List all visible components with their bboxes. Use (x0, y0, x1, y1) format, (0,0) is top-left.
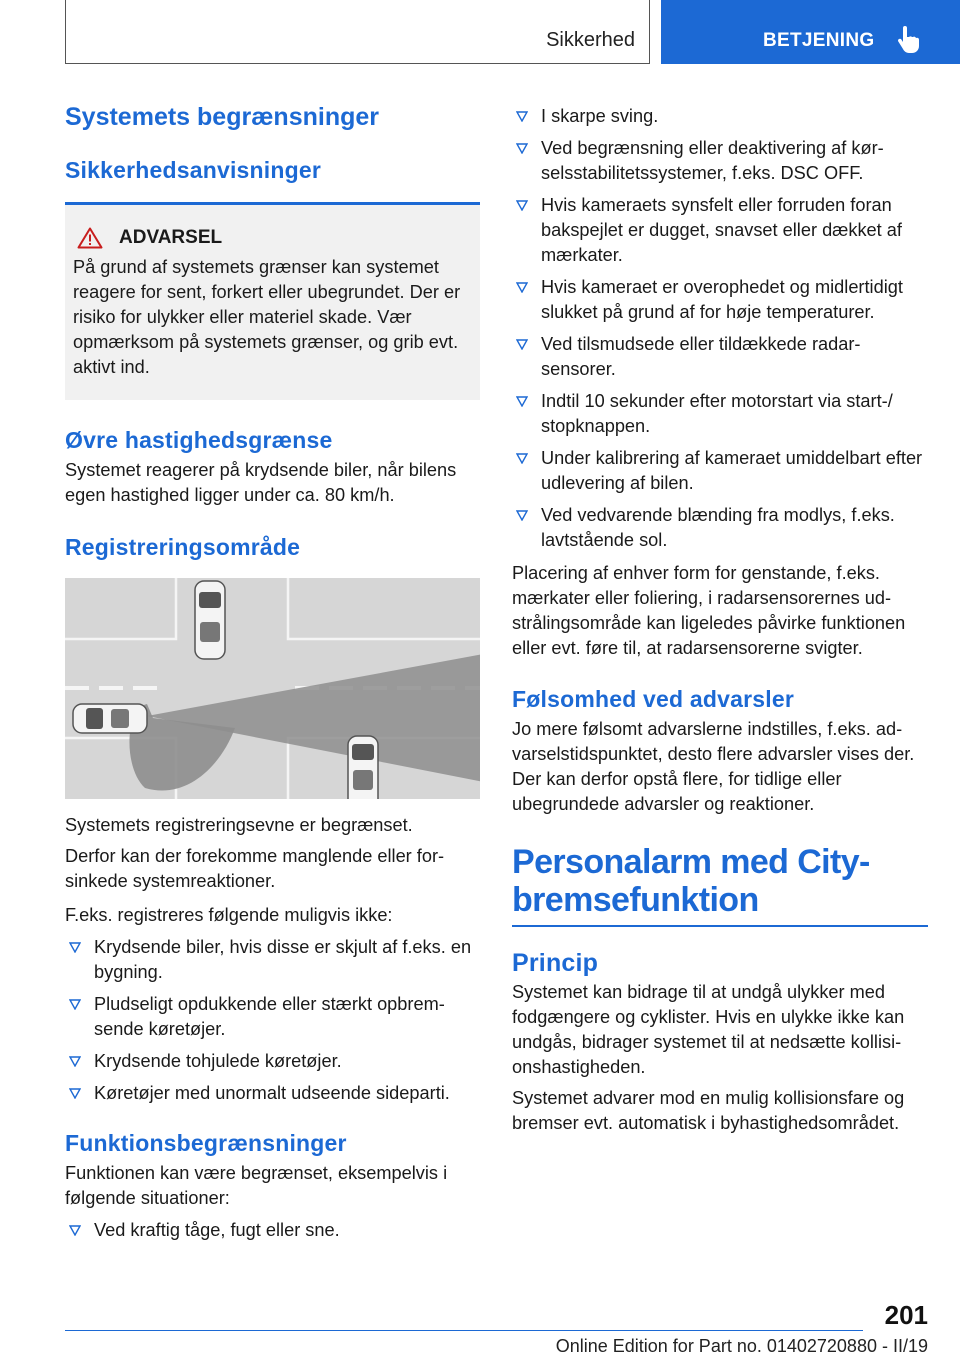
crossing-car-bottom-graphic (348, 736, 378, 799)
list-item: Ved kraftig tåge, fugt eller sne. (65, 1218, 480, 1243)
list-item: Under kalibrering af kameraet umiddelbart efter udlevering af bilen. (512, 446, 928, 496)
detection-list (65, 935, 480, 1106)
speed-limit-text: Systemet reagerer på krydsende biler, når bilens egen hastighed ligger under ca. 80 km/h. (65, 460, 457, 505)
safety-subtitle: Sikkerhedsanvisninger (65, 157, 322, 183)
detection-text-3: F.eks. registreres følgende muligvis ikke: (65, 905, 393, 925)
sensitivity-heading: Følsomhed ved advarsler (512, 686, 794, 712)
crossing-car-top-graphic (195, 581, 225, 659)
limitations-list (512, 104, 928, 553)
principle-text-2: Systemet advarer mod en mulig kollisionsfare og bremser evt. automatisk i byhastighedsområdet. (512, 1088, 905, 1133)
principle-text-1: Systemet kan bidrage til at undgå ulykker med fodgængere og cyklister. Hvis en ulykke ikke kan undgås, bidrager systemet til at nedsætte kollisionshastigheden. (512, 982, 905, 1077)
function-limits-list (65, 1218, 480, 1243)
right-column (512, 104, 928, 1136)
section-title: Sikkerhed (546, 29, 635, 51)
detection-text-2: Derfor kan der forekomme manglende eller forsinkede systemreaktioner. (65, 846, 445, 891)
footer-divider (65, 1330, 863, 1331)
function-limits-heading: Funktionsbegrænsninger (65, 1130, 347, 1156)
page-number: 201 (884, 1300, 928, 1330)
detection-area-heading: Registreringsområde (65, 534, 301, 560)
list-item: Krydsende biler, hvis disse er skjult af f.eks. en bygning. (65, 935, 480, 985)
list-item: Indtil 10 sekunder efter motorstart via start-/ stopknappen. (512, 389, 928, 439)
list-item: I skarpe sving. (512, 104, 928, 129)
function-limits-text: Funktionen kan være begrænset, eksempelvis i følgende situationer: (65, 1163, 448, 1208)
list-item: Hvis kameraets synsfelt eller forruden foran bakspejlet er dugget, snavset eller dækket af mærkater. (512, 193, 928, 268)
header-section-box (65, 0, 650, 64)
sensitivity-text: Jo mere følsomt advarslerne indstilles, f.eks. advarselstidspunktet, desto flere advarsler vises der. Der kan derfor opstå flere, for tidlige eller ubegrundede advarsler og reaktioner. (512, 719, 915, 814)
warning-triangle-icon (77, 227, 103, 249)
page-title: Systemets begrænsninger (65, 103, 379, 131)
own-car-graphic (73, 704, 147, 733)
warning-text: På grund af systemets grænser kan systemet reagere for sent, forkert eller ubegrundet. Der er risiko for ulykker eller materiel skade. Vær opmærksom på systemets grænser, og grib evt. aktivt ind. (73, 257, 461, 377)
list-item: Ved begrænsning eller deaktivering af kørselsstabilitetssystemer, f.eks. DSC OFF. (512, 136, 928, 186)
chapter-tab[interactable] (661, 0, 960, 64)
warning-title: ADVARSEL (119, 227, 223, 248)
list-item: Krydsende tohjulede køretøjer. (65, 1049, 480, 1074)
list-item: Pludseligt opdukkende eller stærkt opbremsende køretøjer. (65, 992, 480, 1042)
speed-limit-heading: Øvre hastighedsgrænse (65, 427, 333, 453)
chapter-title: Personalarm med City-bremsefunktion (512, 843, 928, 927)
list-item: Hvis kameraet er overophedet og midlertidigt slukket på grund af for høje temperaturer. (512, 275, 928, 325)
left-column (65, 100, 480, 1243)
principle-heading: Princip (512, 949, 599, 977)
warning-header (73, 227, 470, 249)
pointing-hand-icon (896, 26, 920, 54)
list-item: Ved vedvarende blænding fra modlys, f.eks. lavtstående sol. (512, 503, 928, 553)
edition-footer: Online Edition for Part no. 01402720880 - II/19 (555, 1336, 928, 1356)
warning-box (65, 202, 480, 400)
list-item: Køretøjer med unormalt udseende sideparti. (65, 1081, 480, 1106)
detection-text-1: Systemets registreringsevne er begrænset. (65, 815, 413, 835)
chapter-tab-label: BETJENING (763, 30, 875, 51)
detection-area-diagram (65, 578, 480, 799)
placement-text: Placering af enhver form for genstande, f.eks. mærkater eller foliering, i radarsensorernes udstrålingsområde kan ligeledes påvirke funktionen eller evt. føre til, at radarsensorerne svigter. (512, 563, 906, 658)
list-item: Ved tilsmudsede eller tildækkede radarsensorer. (512, 332, 928, 382)
